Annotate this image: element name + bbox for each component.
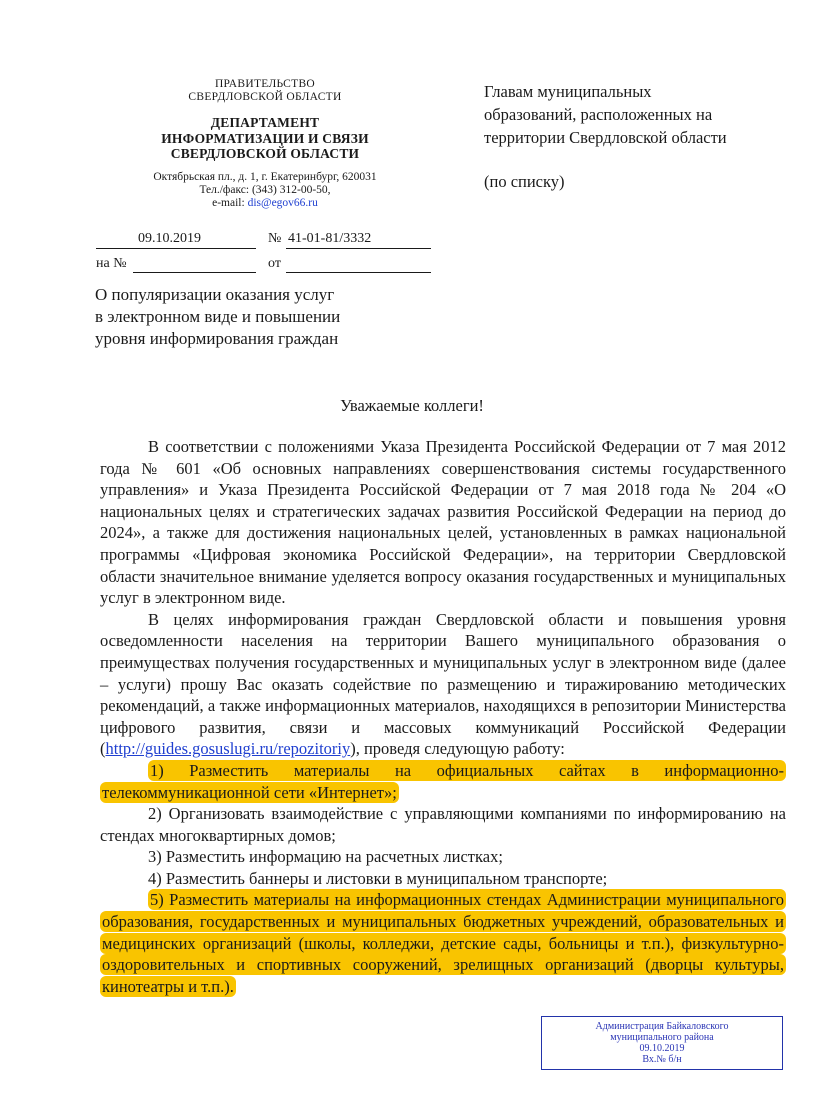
stamp-line-1: Администрация Байкаловского: [595, 1021, 729, 1032]
recipient-line-2: образований, расположенных на: [484, 105, 713, 124]
stamp-line-3: 09.10.2019: [639, 1043, 685, 1054]
sender-phone: Тел./факс: (343) 312-00-50,: [199, 184, 331, 197]
from-label: от: [268, 256, 281, 271]
document-date: 09.10.2019: [138, 231, 201, 246]
greeting: Уважаемые коллеги!: [340, 396, 484, 415]
sender-block: [110, 78, 420, 211]
item-1-highlight: 1) Разместить материалы на официальных сайтах в информационно-телекоммуникационной сети «Интернет»;: [102, 760, 784, 802]
gov-line-1: ПРАВИТЕЛЬСТВО: [214, 78, 316, 90]
sender-email-line: [110, 197, 420, 210]
dept-line-1: ДЕПАРТАМЕНТ: [210, 115, 320, 131]
item-5-highlight: 5) Разместить материалы на информационных стендах Администрации муниципального образования, государственных и муниципальных бюджетных учреждений, образовательных и медицинских организаций (школы, колледжи, детские сады, больницы и т.п.), физкультурно-оздоровительных и спортивных сооружений, зрелищных организаций (дворцы культуры, кинотеатры и т.п.).: [102, 890, 784, 996]
list-item-3: 3) Разместить информацию на расчетных листках;: [148, 847, 503, 867]
paragraph-2-end: ), проведя следующую работу:: [350, 739, 565, 759]
paragraph-2: [100, 609, 786, 760]
recipient-line-3: территории Свердловской области: [484, 128, 727, 147]
paragraph-2-text: В целях информирования граждан Свердловской области и повышения уровня осведомленности населения на территории Вашего муниципального образования о преимуществах получения государственных и муниципальных услуг в электронном виде (далее – услуги) прошу Вас оказать содействие по размещению и тиражированию методических рекомендаций, а также информационных материалов, находящихся в репозитории Министерства цифрового развития, связи и массовых коммуникаций Российской Федерации (: [100, 609, 786, 759]
list-item-4: 4) Разместить баннеры и листовки в муниципальном транспорте;: [148, 868, 608, 888]
list-item-5: [100, 889, 786, 997]
stamp-line-4: Вх.№ б/н: [642, 1054, 682, 1065]
subject-block: [95, 284, 425, 350]
number-label: №: [268, 231, 282, 246]
date-field: [96, 230, 256, 249]
ref-label: на №: [96, 256, 127, 271]
ref-number-field: [133, 254, 256, 273]
email-label: e-mail:: [212, 197, 248, 210]
number-field: [286, 230, 431, 249]
dept-line-2: ИНФОРМАТИЗАЦИИ И СВЯЗИ: [161, 130, 369, 146]
ref-date-field: [286, 254, 431, 273]
stamp-line-2: муниципального района: [610, 1032, 714, 1043]
subject-line-2: в электронном виде и повышении: [95, 307, 341, 326]
document-number: 41-01-81/3332: [288, 231, 372, 246]
recipient-note: (по списку): [484, 172, 565, 191]
subject-line-1: О популяризации оказания услуг: [95, 285, 335, 304]
sender-address: Октябрьская пл., д. 1, г. Екатеринбург, 620031: [153, 170, 377, 183]
recipient-block: [484, 80, 794, 193]
email-link[interactable]: dis@egov66.ru: [247, 197, 318, 210]
list-item-2: 2) Организовать взаимодействие с управляющими компаниями по информированию на стендах многоквартирных домов;: [100, 804, 786, 845]
gov-line-2: СВЕРДЛОВСКОЙ ОБЛАСТИ: [188, 91, 342, 104]
paragraph-1: В соответствии с положениями Указа Президента Российской Федерации от 7 мая 2012 года № 601 «Об основных направлениях совершенствования системы государственного управления» и Указа Президента Российской Федерации от 7 мая 2018 года № 204 «О национальных целях и стратегических задачах развития Российской Федерации на период до 2024», а также для достижения национальных целей, установленных в рамках национальной программы «Цифровая экономика Российской Федерации», на территории Свердловской области значительное внимание уделяется вопросу оказания государственных и муниципальных услуг в электронном виде.: [100, 437, 786, 608]
recipient-line-1: Главам муниципальных: [484, 82, 652, 101]
list-item-1: [100, 760, 786, 803]
repository-link[interactable]: http://guides.gosuslugi.ru/repozitoriy: [105, 739, 351, 759]
incoming-stamp: [541, 1016, 783, 1070]
dept-line-3: СВЕРДЛОВСКОЙ ОБЛАСТИ: [170, 146, 360, 162]
letter-body: [100, 436, 786, 997]
subject-line-3: уровня информирования граждан: [95, 329, 339, 348]
